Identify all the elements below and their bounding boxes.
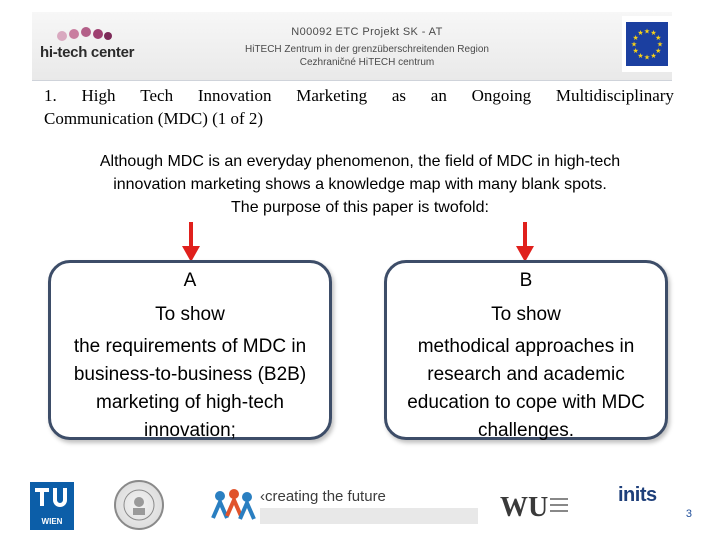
eu-star-icon: ★ xyxy=(655,48,662,55)
title-line-1 xyxy=(44,84,674,107)
partner-logos-footer xyxy=(0,474,720,540)
option-b-box xyxy=(384,260,668,440)
option-a-body: the requirements of MDC in business-to-business (B2B) marketing of high-tech innovation; xyxy=(73,336,307,441)
project-name-sk: Cezhraničné HiTECH centrum xyxy=(299,57,435,68)
title-word: Marketing xyxy=(296,86,368,105)
program-band xyxy=(260,508,478,524)
eu-star-icon: ★ xyxy=(656,41,664,49)
svg-text:WIEN: WIEN xyxy=(41,517,63,526)
creating-the-future-text: ‹creating the future xyxy=(260,488,386,505)
slide-header xyxy=(32,12,672,81)
creating-the-future-logo xyxy=(210,488,478,524)
down-arrow-icon-a xyxy=(181,222,201,262)
option-a-letter: A xyxy=(183,270,197,291)
option-b-body: methodical approaches in research and academic education to cope with MDC challenges. xyxy=(407,336,645,441)
wu-logo xyxy=(498,486,570,526)
logo-text: hi-tech center xyxy=(40,44,135,61)
option-b-letter: B xyxy=(519,270,533,291)
intro-line-2: innovation marketing shows a knowledge map with many blank spots. xyxy=(113,176,607,193)
intro-line-1: Although MDC is an everyday phenomenon, the field of MDC in high-tech xyxy=(99,153,621,170)
title-word: an xyxy=(430,86,447,105)
page-number: 3 xyxy=(685,508,692,520)
eu-star-icon: ★ xyxy=(643,28,651,36)
eu-flag-icon xyxy=(622,16,672,72)
intro-paragraph xyxy=(30,150,690,219)
option-b-show: To show xyxy=(491,304,561,325)
project-header-text xyxy=(202,26,532,69)
inits-text: inits xyxy=(618,484,657,506)
down-arrow-icon-b xyxy=(515,222,535,262)
eu-star-icon: ★ xyxy=(655,35,662,42)
eu-star-icon: ★ xyxy=(637,30,644,38)
svg-text:W: W xyxy=(500,492,528,523)
hi-tech-center-logo xyxy=(40,26,135,70)
title-word: as xyxy=(391,86,407,105)
title-word: Tech xyxy=(140,86,174,105)
option-a-show: To show xyxy=(155,304,225,325)
slide-title xyxy=(44,84,674,130)
eu-star-icon: ★ xyxy=(650,52,657,60)
title-word: Multidisciplinary xyxy=(555,86,674,105)
svg-text:U: U xyxy=(528,492,549,523)
title-word: Ongoing xyxy=(471,86,532,105)
title-word: High xyxy=(81,86,116,105)
eu-star-icon: ★ xyxy=(637,52,644,60)
intro-line-3: The purpose of this paper is twofold: xyxy=(231,199,489,216)
logo-dots-icon xyxy=(54,26,114,42)
tu-wien-logo xyxy=(30,482,74,530)
inits-logo xyxy=(618,484,688,514)
option-a-box xyxy=(48,260,332,440)
eu-star-icon: ★ xyxy=(630,41,638,49)
people-figures-icon xyxy=(210,488,256,524)
project-id: N00092 ETC Projekt SK - AT xyxy=(291,26,443,38)
eu-star-icon: ★ xyxy=(650,30,657,38)
eu-star-icon: ★ xyxy=(632,48,639,55)
title-line-2: Communication (MDC) (1 of 2) xyxy=(44,109,264,128)
university-seal-logo xyxy=(114,480,164,530)
eu-star-icon: ★ xyxy=(643,54,651,62)
eu-star-icon: ★ xyxy=(632,35,639,42)
title-word: Innovation xyxy=(197,86,272,105)
project-name-de: HiTECH Zentrum in der grenzüberschreitenden Region xyxy=(244,44,489,55)
title-word: 1. xyxy=(44,86,57,105)
